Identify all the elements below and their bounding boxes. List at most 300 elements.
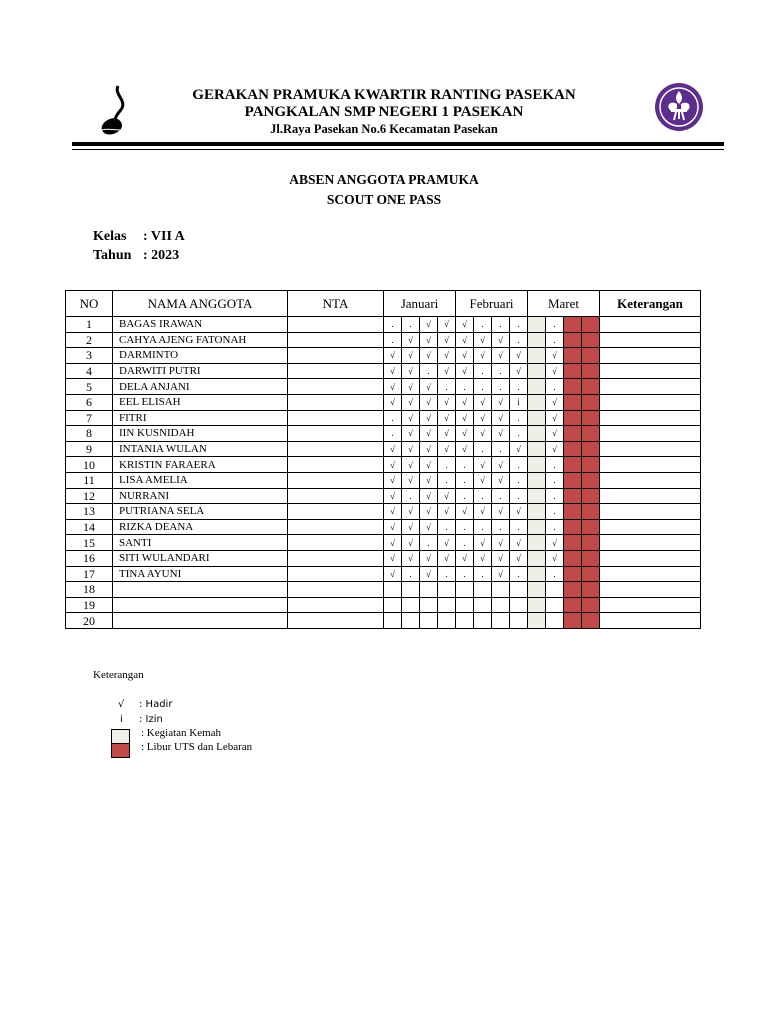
attendance-mark <box>420 597 438 613</box>
attendance-mark: √ <box>438 441 456 457</box>
attendance-mark <box>420 613 438 629</box>
izin-text: : Izin <box>139 714 163 725</box>
member-name: PUTRIANA SELA <box>113 504 288 520</box>
attendance-mark <box>384 613 402 629</box>
keterangan-cell <box>600 504 701 520</box>
attendance-mark-maret: √ <box>546 535 564 551</box>
member-name <box>113 597 288 613</box>
attendance-mark: √ <box>402 504 420 520</box>
table-row <box>66 379 701 395</box>
attendance-mark <box>402 582 420 598</box>
attendance-mark: . <box>456 488 474 504</box>
row-number: 12 <box>66 488 113 504</box>
attendance-mark <box>384 597 402 613</box>
attendance-mark: . <box>510 379 528 395</box>
keterangan-cell <box>600 472 701 488</box>
attendance-mark: √ <box>438 317 456 333</box>
attendance-mark: . <box>510 457 528 473</box>
school-address: Jl.Raya Pasekan No.6 Kecamatan Pasekan <box>270 122 498 136</box>
attendance-mark: √ <box>438 394 456 410</box>
libur-cell <box>564 348 582 364</box>
keterangan-cell <box>600 332 701 348</box>
row-number: 19 <box>66 597 113 613</box>
attendance-table <box>65 290 701 629</box>
attendance-mark: . <box>510 519 528 535</box>
libur-cell <box>564 410 582 426</box>
row-number: 16 <box>66 550 113 566</box>
member-name: SANTI <box>113 535 288 551</box>
attendance-mark: √ <box>420 550 438 566</box>
libur-cell <box>582 363 600 379</box>
attendance-mark: . <box>510 317 528 333</box>
member-name: BAGAS IRAWAN <box>113 317 288 333</box>
attendance-mark: . <box>474 379 492 395</box>
header-divider-thick <box>72 142 724 146</box>
attendance-mark-maret: √ <box>546 550 564 566</box>
attendance-mark: √ <box>438 348 456 364</box>
attendance-mark: √ <box>384 379 402 395</box>
attendance-mark: √ <box>402 519 420 535</box>
attendance-mark: √ <box>402 535 420 551</box>
keterangan-cell <box>600 410 701 426</box>
attendance-mark-maret <box>546 613 564 629</box>
attendance-mark: √ <box>492 426 510 442</box>
attendance-mark: . <box>474 519 492 535</box>
hadir-text: : Hadir <box>139 699 173 710</box>
member-name: LISA AMELIA <box>113 472 288 488</box>
attendance-mark: √ <box>402 550 420 566</box>
attendance-mark: . <box>510 410 528 426</box>
table-row <box>66 566 701 582</box>
libur-cell <box>582 348 600 364</box>
member-nta <box>288 488 384 504</box>
attendance-mark: √ <box>456 332 474 348</box>
member-nta <box>288 535 384 551</box>
libur-cell <box>582 566 600 582</box>
libur-cell <box>564 488 582 504</box>
member-nta <box>288 441 384 457</box>
attendance-mark: √ <box>456 504 474 520</box>
attendance-mark: . <box>510 332 528 348</box>
attendance-mark <box>474 613 492 629</box>
attendance-mark-maret: √ <box>546 441 564 457</box>
libur-cell <box>582 410 600 426</box>
kemah-cell <box>528 566 546 582</box>
attendance-mark: . <box>438 472 456 488</box>
kemah-cell <box>528 426 546 442</box>
row-number: 15 <box>66 535 113 551</box>
attendance-mark: . <box>456 519 474 535</box>
libur-cell <box>564 550 582 566</box>
kemah-text: : Kegiatan Kemah <box>141 727 222 739</box>
kelas-label: Kelas <box>93 229 127 244</box>
member-nta <box>288 472 384 488</box>
attendance-mark: √ <box>384 394 402 410</box>
row-number: 11 <box>66 472 113 488</box>
keterangan-cell <box>600 582 701 598</box>
member-name: DARWITI PUTRI <box>113 363 288 379</box>
member-nta <box>288 550 384 566</box>
row-number: 1 <box>66 317 113 333</box>
attendance-mark-maret: √ <box>546 426 564 442</box>
attendance-mark <box>492 582 510 598</box>
attendance-mark: . <box>510 488 528 504</box>
hadir-symbol: √ <box>118 699 125 710</box>
attendance-mark <box>456 613 474 629</box>
member-name: INTANIA WULAN <box>113 441 288 457</box>
attendance-mark: . <box>384 426 402 442</box>
table-row <box>66 317 701 333</box>
table-row <box>66 472 701 488</box>
attendance-mark: √ <box>402 457 420 473</box>
attendance-mark: √ <box>456 410 474 426</box>
member-name <box>113 582 288 598</box>
kemah-cell <box>528 488 546 504</box>
row-number: 17 <box>66 566 113 582</box>
table-row <box>66 519 701 535</box>
table-row <box>66 504 701 520</box>
libur-cell <box>582 488 600 504</box>
attendance-mark-maret: . <box>546 379 564 395</box>
attendance-mark: √ <box>420 317 438 333</box>
attendance-mark <box>492 613 510 629</box>
attendance-mark: √ <box>438 363 456 379</box>
attendance-mark: √ <box>420 410 438 426</box>
attendance-mark: . <box>402 488 420 504</box>
member-name <box>113 613 288 629</box>
member-nta <box>288 317 384 333</box>
keterangan-cell <box>600 457 701 473</box>
libur-cell <box>582 379 600 395</box>
member-name: DARMINTO <box>113 348 288 364</box>
attendance-mark: √ <box>402 379 420 395</box>
attendance-mark: . <box>492 363 510 379</box>
attendance-mark: √ <box>402 332 420 348</box>
attendance-mark: √ <box>384 457 402 473</box>
kemah-cell <box>528 348 546 364</box>
attendance-mark: √ <box>510 363 528 379</box>
member-nta <box>288 457 384 473</box>
attendance-mark: √ <box>474 394 492 410</box>
kemah-cell <box>528 519 546 535</box>
libur-cell <box>564 332 582 348</box>
attendance-mark: √ <box>384 566 402 582</box>
table-row <box>66 426 701 442</box>
kemah-cell <box>528 472 546 488</box>
kemah-cell <box>528 410 546 426</box>
libur-cell <box>564 582 582 598</box>
member-name: TINA AYUNI <box>113 566 288 582</box>
attendance-mark: √ <box>492 457 510 473</box>
attendance-mark: . <box>474 441 492 457</box>
row-number: 13 <box>66 504 113 520</box>
libur-cell <box>564 394 582 410</box>
attendance-mark: √ <box>384 535 402 551</box>
attendance-mark-maret: √ <box>546 348 564 364</box>
attendance-mark: √ <box>456 317 474 333</box>
table-row <box>66 582 701 598</box>
libur-cell <box>564 317 582 333</box>
attendance-mark: √ <box>420 566 438 582</box>
member-nta <box>288 582 384 598</box>
attendance-mark: √ <box>420 504 438 520</box>
row-number: 10 <box>66 457 113 473</box>
attendance-mark: . <box>510 566 528 582</box>
member-nta <box>288 504 384 520</box>
attendance-mark: √ <box>456 394 474 410</box>
attendance-mark: . <box>402 566 420 582</box>
libur-cell <box>582 519 600 535</box>
attendance-mark: . <box>474 363 492 379</box>
keterangan-cell <box>600 363 701 379</box>
attendance-mark: . <box>384 317 402 333</box>
attendance-mark <box>438 597 456 613</box>
attendance-mark: √ <box>420 441 438 457</box>
libur-cell <box>582 582 600 598</box>
libur-cell <box>564 441 582 457</box>
attendance-mark: √ <box>420 379 438 395</box>
kemah-cell <box>528 441 546 457</box>
attendance-mark: √ <box>474 426 492 442</box>
attendance-mark <box>438 613 456 629</box>
attendance-mark: √ <box>384 441 402 457</box>
libur-cell <box>564 566 582 582</box>
attendance-mark: . <box>510 426 528 442</box>
libur-cell <box>564 457 582 473</box>
attendance-mark: √ <box>438 504 456 520</box>
attendance-mark: √ <box>474 504 492 520</box>
attendance-mark: √ <box>438 488 456 504</box>
attendance-mark-maret: √ <box>546 363 564 379</box>
attendance-mark: √ <box>474 410 492 426</box>
keterangan-cell <box>600 535 701 551</box>
attendance-mark: . <box>384 332 402 348</box>
attendance-mark: √ <box>474 472 492 488</box>
kemah-cell <box>528 582 546 598</box>
attendance-mark: √ <box>420 457 438 473</box>
attendance-mark: . <box>456 457 474 473</box>
attendance-mark-maret: . <box>546 472 564 488</box>
member-name: KRISTIN FARAERA <box>113 457 288 473</box>
attendance-mark-maret <box>546 582 564 598</box>
attendance-mark: √ <box>384 504 402 520</box>
libur-cell <box>582 426 600 442</box>
table-row <box>66 410 701 426</box>
tahun-line <box>93 248 179 264</box>
keterangan-cell <box>600 519 701 535</box>
libur-cell <box>582 597 600 613</box>
attendance-mark-maret: . <box>546 332 564 348</box>
member-name: DELA ANJANI <box>113 379 288 395</box>
attendance-mark-maret: . <box>546 457 564 473</box>
attendance-mark: . <box>438 566 456 582</box>
attendance-mark-maret: √ <box>546 394 564 410</box>
attendance-mark <box>456 597 474 613</box>
table-row <box>66 488 701 504</box>
table-row <box>66 394 701 410</box>
attendance-mark: √ <box>438 410 456 426</box>
attendance-mark <box>420 582 438 598</box>
attendance-mark: √ <box>510 504 528 520</box>
attendance-mark: . <box>438 519 456 535</box>
kemah-cell <box>528 535 546 551</box>
row-number: 6 <box>66 394 113 410</box>
member-nta <box>288 363 384 379</box>
attendance-mark: √ <box>420 348 438 364</box>
attendance-mark-maret <box>546 597 564 613</box>
attendance-mark: √ <box>420 332 438 348</box>
kemah-cell <box>528 379 546 395</box>
attendance-mark: √ <box>492 410 510 426</box>
school-name: PANGKALAN SMP NEGERI 1 PASEKAN <box>244 104 524 120</box>
libur-cell <box>564 535 582 551</box>
attendance-mark: √ <box>474 332 492 348</box>
table-row <box>66 441 701 457</box>
libur-cell <box>564 363 582 379</box>
attendance-mark: . <box>492 519 510 535</box>
attendance-mark: √ <box>384 472 402 488</box>
attendance-mark: √ <box>492 394 510 410</box>
member-nta <box>288 379 384 395</box>
keterangan-cell <box>600 550 701 566</box>
row-number: 5 <box>66 379 113 395</box>
attendance-mark: √ <box>492 332 510 348</box>
attendance-mark: √ <box>510 348 528 364</box>
libur-cell <box>564 597 582 613</box>
member-name: IIN KUSNIDAH <box>113 426 288 442</box>
attendance-mark-maret: . <box>546 488 564 504</box>
kemah-cell <box>528 597 546 613</box>
row-number: 3 <box>66 348 113 364</box>
libur-text: : Libur UTS dan Lebaran <box>141 741 253 753</box>
col-februari: Februari <box>456 291 528 317</box>
member-nta <box>288 566 384 582</box>
keterangan-cell <box>600 613 701 629</box>
attendance-mark: √ <box>510 535 528 551</box>
table-row <box>66 535 701 551</box>
kemah-cell <box>528 457 546 473</box>
libur-cell <box>582 332 600 348</box>
row-number: 20 <box>66 613 113 629</box>
attendance-mark: √ <box>474 457 492 473</box>
attendance-mark <box>456 582 474 598</box>
attendance-mark: . <box>456 472 474 488</box>
kemah-cell <box>528 504 546 520</box>
attendance-mark: . <box>384 410 402 426</box>
kelas-value: : VII A <box>143 229 185 244</box>
table-row <box>66 348 701 364</box>
member-name: CAHYA AJENG FATONAH <box>113 332 288 348</box>
libur-cell <box>582 535 600 551</box>
attendance-mark: √ <box>492 550 510 566</box>
col-no: NO <box>66 291 113 317</box>
legend-title: Keterangan <box>93 669 144 681</box>
row-number: 2 <box>66 332 113 348</box>
libur-cell <box>582 317 600 333</box>
attendance-mark <box>510 597 528 613</box>
row-number: 8 <box>66 426 113 442</box>
attendance-mark: √ <box>384 519 402 535</box>
row-number: 14 <box>66 519 113 535</box>
attendance-mark: √ <box>456 426 474 442</box>
table-header-row <box>66 291 701 317</box>
member-name: NURRANI <box>113 488 288 504</box>
attendance-mark: √ <box>492 535 510 551</box>
attendance-mark: . <box>438 457 456 473</box>
attendance-mark: √ <box>438 550 456 566</box>
member-name: EEL ELISAH <box>113 394 288 410</box>
attendance-mark: √ <box>402 426 420 442</box>
attendance-mark: √ <box>420 394 438 410</box>
attendance-mark: √ <box>474 550 492 566</box>
document-subtitle: SCOUT ONE PASS <box>326 192 442 207</box>
attendance-mark: √ <box>492 504 510 520</box>
keterangan-cell <box>600 597 701 613</box>
attendance-mark: √ <box>420 426 438 442</box>
member-nta <box>288 332 384 348</box>
libur-cell <box>582 394 600 410</box>
col-nama: NAMA ANGGOTA <box>113 291 288 317</box>
attendance-mark: √ <box>402 441 420 457</box>
attendance-mark: . <box>420 363 438 379</box>
keterangan-cell <box>600 348 701 364</box>
attendance-mark: √ <box>384 550 402 566</box>
attendance-mark: . <box>456 535 474 551</box>
member-nta <box>288 613 384 629</box>
libur-cell <box>564 504 582 520</box>
attendance-mark: √ <box>474 348 492 364</box>
attendance-mark: . <box>438 379 456 395</box>
table-row <box>66 332 701 348</box>
attendance-mark: √ <box>474 535 492 551</box>
attendance-mark: √ <box>438 535 456 551</box>
izin-symbol: i <box>120 714 123 725</box>
libur-cell <box>582 550 600 566</box>
attendance-mark: √ <box>510 550 528 566</box>
attendance-mark <box>492 597 510 613</box>
kemah-cell <box>528 550 546 566</box>
attendance-mark: √ <box>492 566 510 582</box>
libur-cell <box>582 457 600 473</box>
attendance-mark: . <box>492 441 510 457</box>
libur-cell <box>582 441 600 457</box>
attendance-mark: √ <box>384 363 402 379</box>
attendance-mark <box>474 597 492 613</box>
attendance-mark: i <box>510 394 528 410</box>
attendance-mark: √ <box>420 472 438 488</box>
libur-cell <box>564 613 582 629</box>
tahun-label: Tahun <box>93 248 132 263</box>
attendance-mark: √ <box>402 348 420 364</box>
libur-cell <box>564 472 582 488</box>
member-nta <box>288 348 384 364</box>
member-nta <box>288 519 384 535</box>
row-number: 4 <box>66 363 113 379</box>
keterangan-cell <box>600 566 701 582</box>
attendance-mark: . <box>402 317 420 333</box>
member-name: RIZKA DEANA <box>113 519 288 535</box>
attendance-mark: . <box>420 535 438 551</box>
keterangan-cell <box>600 394 701 410</box>
kemah-cell <box>528 613 546 629</box>
libur-cell <box>582 472 600 488</box>
member-nta <box>288 394 384 410</box>
table-row <box>66 363 701 379</box>
attendance-mark: √ <box>492 348 510 364</box>
attendance-mark: . <box>456 566 474 582</box>
row-number: 18 <box>66 582 113 598</box>
attendance-mark: . <box>474 317 492 333</box>
